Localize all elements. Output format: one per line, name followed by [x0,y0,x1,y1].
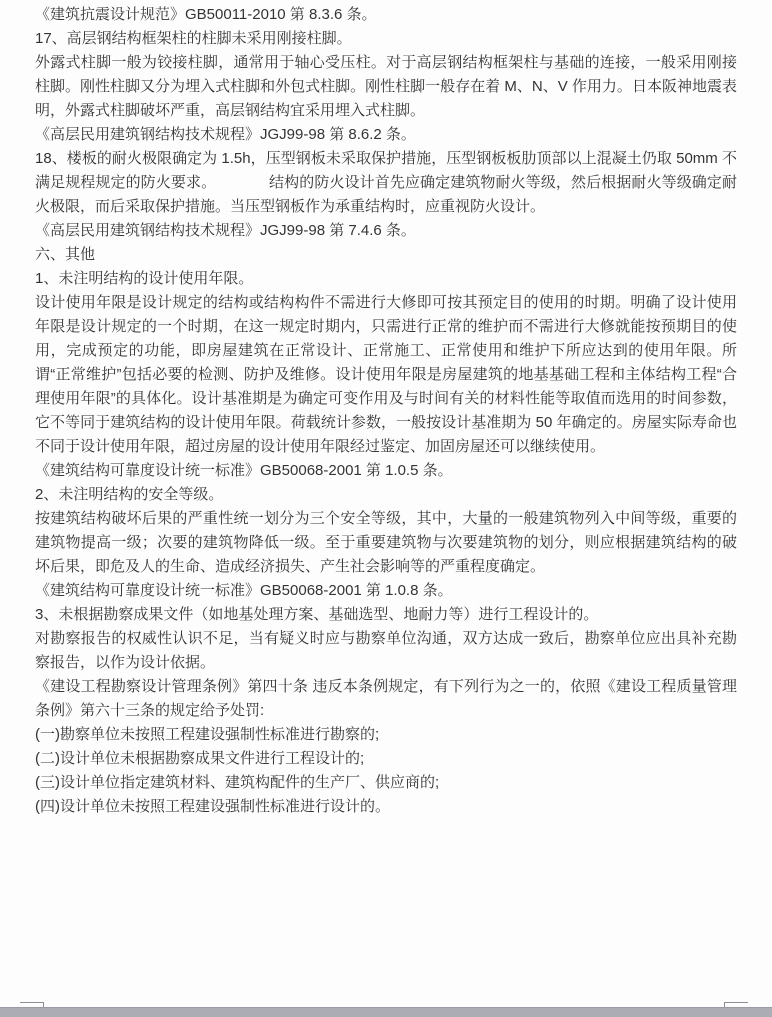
issue-heading: 2、未注明结构的安全等级。 [35,486,224,503]
section-heading: 六、其他 [35,246,96,263]
paragraph: 18、楼板的耐火极限确定为 1.5h，压型钢板未采取保护措施，压型钢板板肋顶部以上混凝土仍取 50mm 不满足规程规定的防火要求。 结构的防火设计首先应确定建筑物耐火等级，然后根据耐火等级确定耐火极限，而后采取保护措施。当压型钢板作为承重结构时，应重视防火设计。 [35,150,737,215]
issue-heading: 3、未根据勘察成果文件（如地基处理方案、基础选型、地耐力等）进行工程设计的。 [35,606,599,623]
citation-line: 《建筑抗震设计规范》GB50011-2010 第 8.3.6 条。 [35,6,377,23]
paragraph: 设计使用年限是设计规定的结构或结构构件不需进行大修即可按其预定目的使用的时期。明确了设计使用年限是设计规定的一个时期，在这一规定时期内，只需进行正常的维护而不需进行大修就能按预期目的使用，完成预定的功能，即房屋建筑在正常设计、正常施工、正常使用和维护下所应达到的使用年限。所谓“正常维护”包括必要的检测、防护及维修。设计使用年限是房屋建筑的地基基础工程和主体结构工程“合理使用年限”的具体化。设计基准期是为确定可变作用及与时间有关的材料性能等取值而选用的时间参数，它不等同于建筑结构的设计使用年限。荷载统计参数，一般按设计基准期为 50 年确定的。房屋实际寿命也不同于设计使用年限，超过房屋的设计使用年限经过鉴定、加固房屋还可以继续使用。 [35,294,737,455]
citation-line: 《高层民用建筑钢结构技术规程》JGJ99-98 第 8.6.2 条。 [35,126,416,143]
issue-heading: 1、未注明结构的设计使用年限。 [35,270,254,287]
page-bottom-gap-bar [0,1007,772,1017]
list-item: (四)设计单位未按照工程建设强制性标准进行设计的。 [35,798,390,815]
citation-line: 《建筑结构可靠度设计统一标准》GB50068-2001 第 1.0.8 条。 [35,582,453,599]
citation-line: 《建筑结构可靠度设计统一标准》GB50068-2001 第 1.0.5 条。 [35,462,453,479]
citation-line: 《建设工程勘察设计管理条例》第四十条 违反本条例规定，有下列行为之一的，依照《建设工程质量管理条例》第六十三条的规定给予处罚: [35,678,737,719]
document-text-area [35,3,737,819]
citation-line: 《高层民用建筑钢结构技术规程》JGJ99-98 第 7.4.6 条。 [35,222,416,239]
paragraph: 对勘察报告的权威性认识不足，当有疑义时应与勘察单位沟通，双方达成一致后，勘察单位应出具补充勘察报告，以作为设计依据。 [35,630,737,671]
paragraph: 按建筑结构破坏后果的严重性统一划分为三个安全等级，其中，大量的一般建筑物列入中间等级，重要的建筑物提高一级；次要的建筑物降低一级。至于重要建筑物与次要建筑物的划分，则应根据建筑结构的破坏后果，即危及人的生命、造成经济损失、产生社会影响等的严重程度确定。 [35,510,737,575]
paragraph: 外露式柱脚一般为铰接柱脚，通常用于轴心受压柱。对于高层钢结构框架柱与基础的连接，一般采用刚接柱脚。刚性柱脚又分为埋入式柱脚和外包式柱脚。刚性柱脚一般存在着 M、N、V 作用力。日本阪神地震表明，外露式柱脚破坏严重，高层钢结构宜采用埋入式柱脚。 [35,54,737,119]
list-item: (一)勘察单位未按照工程建设强制性标准进行勘察的; [35,726,380,743]
issue-heading: 17、高层钢结构框架柱的柱脚未采用刚接柱脚。 [35,30,352,47]
list-item: (二)设计单位未根据勘察成果文件进行工程设计的; [35,750,365,767]
list-item: (三)设计单位指定建筑材料、建筑构配件的生产厂、供应商的; [35,774,440,791]
